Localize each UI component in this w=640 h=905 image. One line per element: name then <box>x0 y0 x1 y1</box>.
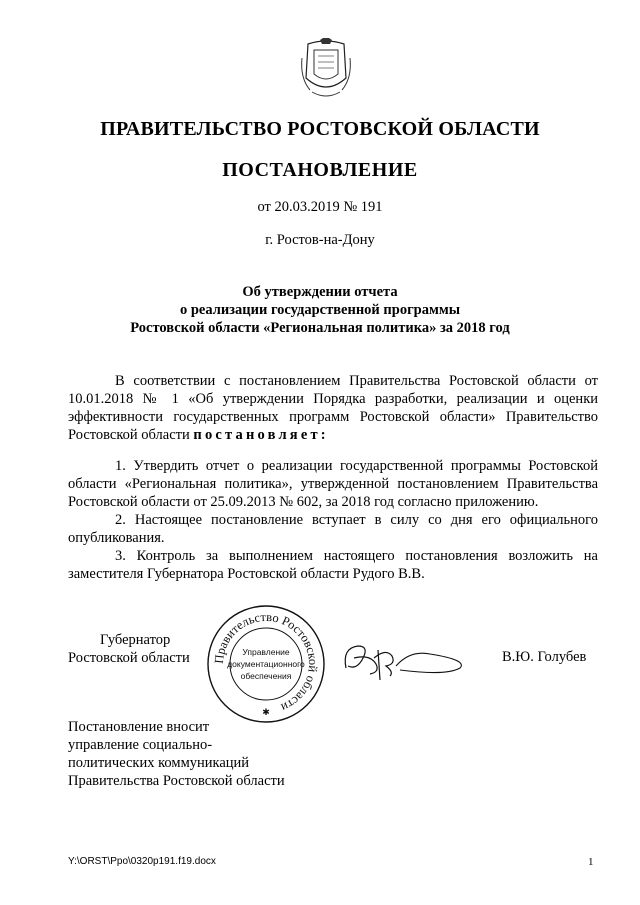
organization-title: ПРАВИТЕЛЬСТВО РОСТОВСКОЙ ОБЛАСТИ <box>100 118 540 140</box>
page-number: 1 <box>588 856 594 868</box>
decree-word: постановляет: <box>193 427 329 443</box>
title-line: Об утверждении отчета <box>242 284 398 300</box>
position-line: Ростовской области <box>68 650 190 666</box>
official-seal <box>201 603 331 725</box>
document-type: ПОСТАНОВЛЕНИЕ <box>222 159 418 181</box>
footer-file-path: Y:\ORST\Ppo\0320p191.f19.docx <box>68 856 216 867</box>
seal-center-line: Управление <box>242 647 290 657</box>
seal-ring-text: Правительство Ростовской области <box>211 609 321 715</box>
document-title <box>0 283 640 337</box>
city: г. Ростов-на-Дону <box>265 232 375 248</box>
seal-center-line: документационного <box>227 659 305 669</box>
title-line: о реализации государственной программы <box>179 302 461 318</box>
items <box>68 457 598 583</box>
item: 3. Контроль за выполнением настоящего постановления возложить на заместителя Губернатора Ростовской области Рудого В.В. <box>68 548 598 582</box>
preamble-text: В соответствии с постановлением Правительства Ростовской области от 10.01.2018 № 1 «Об утверждении Порядка разработки, реализации и оценки эффективности государственных программ Ростовской области» Правительство Ростовской области <box>68 373 598 443</box>
signatory-name: В.Ю. Голубев <box>502 649 587 665</box>
date-number: от 20.03.2019 № 191 <box>257 199 383 215</box>
note-line: управление социально- <box>68 737 213 753</box>
seal-center-line: обеспечения <box>240 671 292 681</box>
note-line: Правительства Ростовской области <box>68 773 285 789</box>
svg-text:✱: ✱ <box>262 707 270 717</box>
signatory-position <box>68 631 190 667</box>
item: 2. Настоящее постановление вступает в силу со дня его официального опубликования. <box>68 512 598 546</box>
preamble <box>68 372 598 444</box>
item: 1. Утвердить отчет о реализации государственной программы Ростовской области «Региональная политика», утвержденной постановлением Правительства Ростовской области от 25.09.2013 № 602, за 2018 год согласно приложению. <box>68 458 598 510</box>
submitted-by-note <box>68 718 285 790</box>
coat-of-arms-emblem <box>300 38 352 100</box>
note-line: политических коммуникаций <box>68 755 250 771</box>
note-line: Постановление вносит <box>68 719 210 735</box>
position-line: Губернатор <box>100 632 171 648</box>
handwritten-signature <box>340 636 470 686</box>
title-line: Ростовской области «Региональная политика» за 2018 год <box>130 320 510 336</box>
